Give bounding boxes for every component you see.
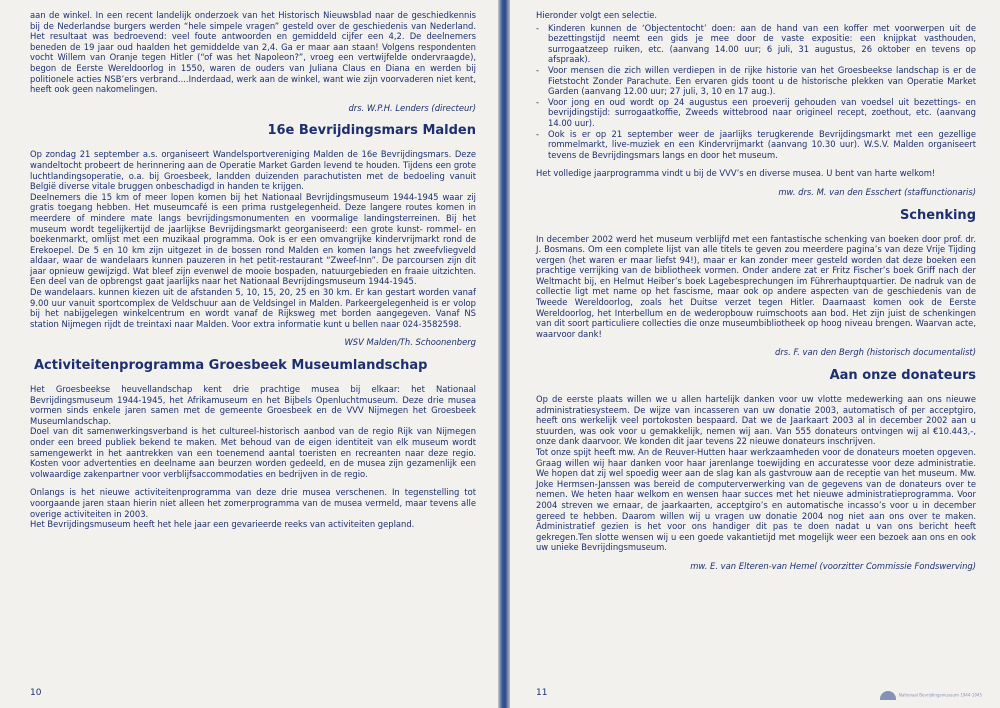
signature-director: drs. W.P.H. Lenders (directeur) [348,102,476,113]
article-paragraph: De wandelaars. kunnen kiezen uit de afstanden 5, 10, 15, 20, 25 en 30 km. Er kan gestart worden vanaf 9.00 uur vanuit sportcomplex de Veldschuur aan de Veldsingel in Malden. Parkeergelegenheid is er volop bij het nabijgelegen winkelcentrum en wordt vanaf de Rijksweg met borden aangegeven. Vanaf NS station Nijmegen rijdt de treintaxi naar Malden. Voor extra informatie kunt u bellen naar 024-3582598. [30,287,476,329]
list-item: - Ook is er op 21 september weer de jaarlijks terugkerende Bevrijdingsmarkt met een gezellige rommelmarkt, live-muziek en een Kindervrijmarkt (aanvang 10.30 uur). W.S.V. Malden organiseert tevens de Bevrijdingsmars langs en door het museum. [536,129,976,161]
article-paragraph: Doel van dit samenwerkingsverband is het cultureel-historisch aanbod van de regio Rijk van Nijmegen onder een breed publiek bekend te maken. Met behoud van de eigen identiteit van elk museum wordt samengewerkt in het aantrekken van een toenemend aantal toeristen en recreanten naar deze regio. Kosten voor advertenties en deelname aan beurzen worden gedeeld, en de musea zijn gezamenlijk een volwaardige zakenpartner voor verblijfsaccommodaties en bedrijven in de regio. [30,426,476,479]
heading-bevrijdingsmars: 16e Bevrijdingsmars Malden [267,123,476,139]
article-paragraph: Tot onze spijt heeft mw. An de Reuver-Hutten haar werkzaamheden voor de donateurs moeten opgeven. Graag willen wij haar danken voor haar jarenlange toewijding en accuratesse voor deze administratie. We hopen dat zij wel spoedig weer aan de slag kan als gastvrouw aan de receptie van het museum. Mw. Joke Hermsen-Janssen was bereid de computerverwerking van de gegevens van de donateurs over te nemen. We heten haar welkom en wensen haar succes met het nieuwe administratieprogramma. Voor 2004 streven we ernaar, de jaarkaarten, acceptgiro’s en automatische incasso’s voor u in december gereed te hebben. Daarom willen wij u vragen uw donatie 2004 nog niet aan ons over te maken. Administratief gezien is het voor ons handiger dit pas te doen nadat u van ons bericht heeft gekregen.Ten slotte wensen wij u een goede vakantietijd met mogelijk weer een bezoek aan ons en ook uw unieke Bevrijdingsmuseum. [536,447,976,553]
signature-documentalist: drs. F. van den Bergh (historisch documentalist) [775,347,976,358]
intro-text: Hieronder volgt een selectie. [536,10,658,20]
list-item: - Kinderen kunnen de ‘Objectentocht’ doen: aan de hand van een koffer met voorwerpen uit de bezettingstijd neemt een gids je mee door de vaste expositie: een knijpkat vasthouden, surrogaatzeep ruiken, etc. (aanvang 14.00 uur; 6 juli, 31 augustus, 26 oktober en tevens op afspraak). [536,23,976,65]
article-paragraph: Het Bevrijdingsmuseum heeft het hele jaar een gevarieerde reeks van activiteiten gepland. [30,519,415,530]
article-paragraph: Op de eerste plaats willen we u allen hartelijk danken voor uw vlotte medewerking aan ons nieuwe administratiesysteem. De wijze van incasseren van uw donatie 2003, automatisch of per acceptgiro, heeft ons werkelijk veel portokosten bespaard. Dat we de Jaarkaart 2003 al in december 2002 aan u stuurden, was ook voor u gemakkelijk, nemen wij aan. Van 555 donateurs ontvingen wij al €10.443,-, onze dank daarvoor. We konden dit jaar tevens 22 nieuwe donateurs inschrijven. [536,394,976,447]
article-paragraph: aan de winkel. In een recent landelijk onderzoek van het Historisch Nieuwsblad naar de geschiedkennis bij de Nederlandse burgers werden “hele simpele vragen” gesteld over de geschiedenis van Nederland. Het resultaat was bedroevend: veel foute antwoorden en gemiddeld cijfer een 4,2. De deelnemers beneden de 19 jaar oud haalden het gemiddelde van 2,4. Ga er maar aan staan! Volgens respondenten vocht Willem van Oranje tegen Hitler (“of was het Napoleon?”, vroeg een vertwijfelde ondervraagde), begon de Eerste Wereldoorlog in 1550, waren de ouders van Juliana Claus en Diana en werden bij politionele acties NSB’ers verbrand....Inderdaad, werk aan de winkel, want wie zijn voorvaderen niet kent, heeft ook geen nakomelingen. [30,10,476,95]
spacer [536,160,976,168]
heading-activiteitenprogramma: Activiteitenprogramma Groesbeek Museumlandschap [34,358,428,374]
page-number-right: 11 [536,688,548,698]
article-paragraph: Op zondag 21 september a.s. organiseert Wandelsportvereniging Malden de 16e Bevrijdingsmars. Deze wandeltocht probeert de herinnering aan de Operatie Market Garden levend te houden. Tijdens een grote luchtlandingsoperatie, o.a. bij Groesbeek, landden duizenden parachutisten met de bedoeling vanuit België diverse vitale bruggen onbeschadigd in handen te krijgen. [30,149,476,192]
page-gutter [498,0,510,708]
list-item: - Voor jong en oud wordt op 24 augustus een proeverij gehouden van voedsel uit bezettings- en bevrijdingstijd: surrogaatkoffie, Zweeds wittebrood naar origineel recept, zoethout, etc. (aanvang 14.00 uur). [536,97,976,129]
article-paragraph: In december 2002 werd het museum verblijfd met een fantastische schenking van boeken door prof. dr. J. Bosmans. Om een complete lijst van alle titels te geven zou meerdere pagina’s van deze Vrije Tijding vergen (het waren er maar liefst 94!), maar er kan zonder meer gesteld worden dat deze boeken een prachtige verrijking van de bibliotheek vormen. Onder andere zat er Fritz Fischer’s boek Griff nach der Weltmacht bij, en Helmut Heiber’s boek Lagebesprechungen im Führerhauptquartier. De nadruk van de collectie ligt met name op het fascisme, maar ook op andere aspecten van de geschiedenis van de Tweede Wereldoorlog, zoals het Duitse verzet tegen Hitler. Daarnaast komen ook de Eerste Wereldoorlog, het Interbellum en de wederopbouw ruimschoots aan bod. Het zijn juist de schenkingen van dit soort particuliere collecties die onze museumbibliotheek op hoog niveau brengen. Waarvan acte, waarvoor dank! [536,233,976,339]
list-item: - Voor mensen die zich willen verdiepen in de rijke historie van het Groesbeekse landschap is er de Fietstocht Zonder Parachute. Een ervaren gids toont u de historische plekken van Operatie Market Garden (aanvang 12.00 uur; 27 juli, 3, 10 en 17 aug.). [536,65,976,97]
spacer [30,479,476,487]
museum-logo-text: Nationaal Bevrijdingsmuseum 1944-1945 [898,692,982,698]
article-paragraph: Het volledige jaarprogramma vindt u bij de VVV’s en diverse musea. U bent van harte welkom! [536,168,936,179]
page-left [0,0,498,708]
page-right [510,0,1000,708]
article-paragraph: Deelnemers die 15 km of meer lopen komen bij het Nationaal Bevrijdingsmuseum 1944-1945 waar zij gratis toegang hebben. Het museumcafé is een prima rustgelegenheid. Deze langere routes komen in meerdere of mindere mate langs bevrijdingsmonumenten en voormalige landingsterreinen. Bij het museum wordt tegelijkertijd de jaarlijkse Bevrijdingsmarkt georganiseerd: een grote kunst- rommel- en boekenmarkt, omlijst met een muzikaal programma. Ook is er een omvangrijke kindervrijmarkt rond de Erekoepel. De 5 en 10 km zijn uitgezet in de bossen rond Malden en komen langs het zweefvliegveld aldaar, waar de wandelaars kunnen pauzeren in het petit-restaurant “Zweef-Inn”. De parcoursen zijn dit jaar opnieuw gewijzigd. Wat bleef zijn evenwel de mooie bospaden, natuurgebieden en fraaie uitzichten. Een deel van de opbrengst gaat jaarlijks naar het Nationaal Bevrijdingsmuseum 1944-1945. [30,191,476,287]
signature-fondswerving: mw. E. van Elteren-van Hemel (voorzitter Commissie Fondswerving) [690,560,976,571]
heading-donateurs: Aan onze donateurs [829,368,976,384]
page-number-left: 10 [30,688,42,698]
signature-wsv-malden: WSV Malden/Th. Schoonenberg [344,337,476,348]
article-paragraph: Onlangs is het nieuwe activiteitenprogramma van deze drie musea verschenen. In tegenstelling tot voorgaande jaren staan hierin niet alleen het zomerprogramma van de musea vermeld, maar tevens alle overige activiteiten in 2003. [30,487,476,519]
museum-logo [880,691,982,700]
signature-staffunctionaris: mw. drs. M. van den Esschert (staffunctionaris) [778,186,976,197]
museum-logo-icon [880,691,896,700]
activity-list [536,23,976,161]
article-paragraph: Het Groesbeekse heuvellandschap kent drie prachtige musea bij elkaar: het Nationaal Bevrijdingsmuseum 1944-1945, het Afrikamuseum en het Bijbels Openluchtmuseum. Deze drie musea vormen sinds enkele jaren samen met de gemeente Groesbeek en de VVV Nijmegen het Groesbeek Museumlandschap. [30,384,476,426]
heading-schenking: Schenking [899,207,976,223]
